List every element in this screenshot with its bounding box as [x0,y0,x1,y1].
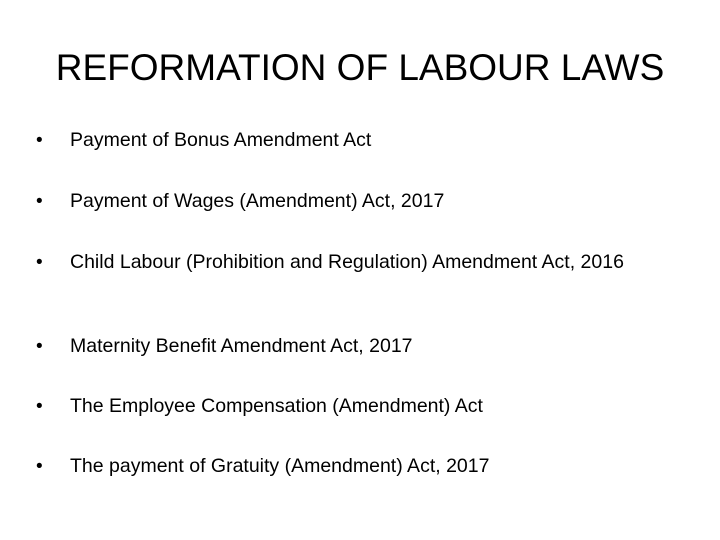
bullet-text: The payment of Gratuity (Amendment) Act, 2017 [70,455,490,477]
slide-title: REFORMATION OF LABOUR LAWS [55,47,665,88]
bullet-text: The Employee Compensation (Amendment) Act [70,395,483,417]
bullet-text: Child Labour (Prohibition and Regulation) Amendment Act, 2016 [70,251,624,273]
bullet-icon: • [36,456,43,477]
bullet-text: Maternity Benefit Amendment Act, 2017 [70,335,413,357]
bullet-icon: • [36,191,43,212]
bullet-item [36,252,686,273]
bullet-icon: • [36,336,43,357]
bullet-text: Payment of Wages (Amendment) Act, 2017 [70,190,445,212]
bullet-icon: • [36,130,43,151]
bullet-item [36,336,686,357]
bullet-item [36,130,686,151]
bullet-item [36,456,686,477]
bullet-item [36,396,686,417]
bullet-item [36,191,686,212]
bullet-text: Payment of Bonus Amendment Act [70,129,372,151]
bullet-icon: • [36,252,43,273]
bullet-icon: • [36,396,43,417]
